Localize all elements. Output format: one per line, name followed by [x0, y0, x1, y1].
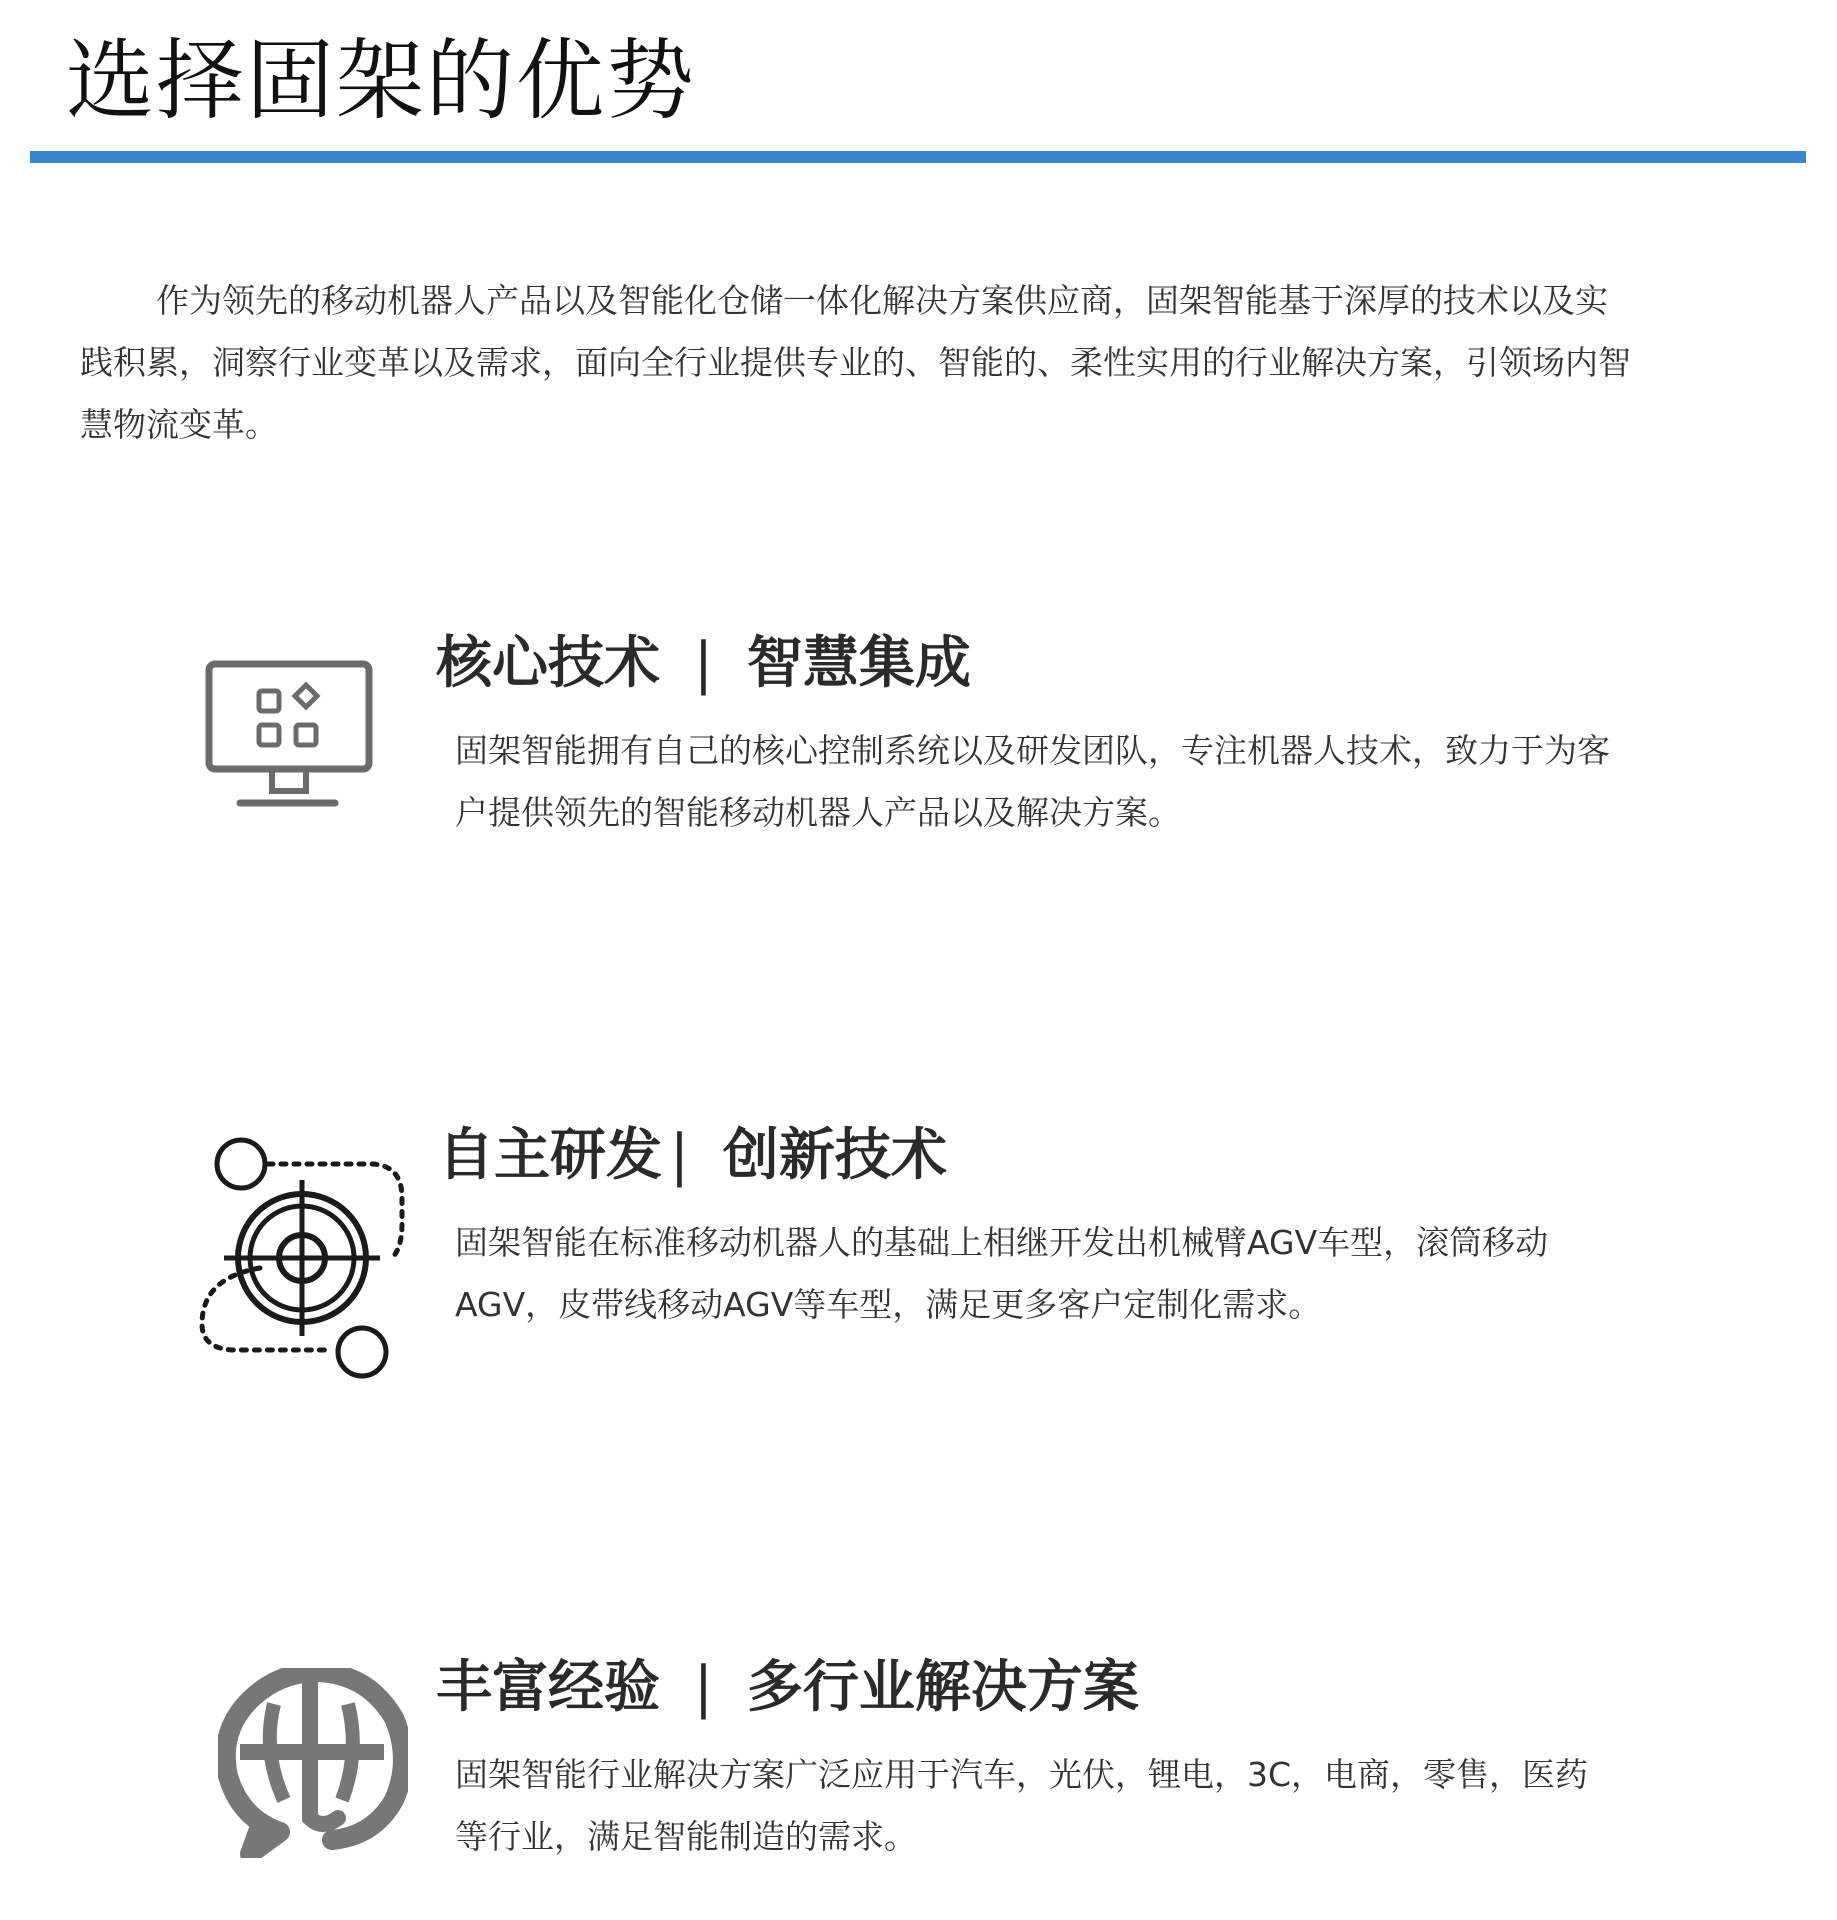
feature-2-title-separator: | [670, 1123, 689, 1188]
feature-1-title [436, 630, 971, 697]
feature-2-title-left: 自主研发 [438, 1123, 662, 1188]
feature-3-description: 固架智能行业解决方案广泛应用于汽车，光伏，锂电，3C，电商，零售，医药等行业，满足智能制造的需求。 [455, 1755, 1589, 1856]
globe-chat-icon [218, 1668, 408, 1858]
feature-1-title-separator: | [694, 631, 713, 696]
monitor-apps-icon [200, 655, 380, 815]
feature-2-description: 固架智能在标准移动机器人的基础上相继开发出机械臂AGV车型，滚筒移动AGV，皮带线移动AGV等车型，满足更多客户定制化需求。 [455, 1223, 1549, 1324]
title-divider [30, 151, 1806, 163]
feature-3-title-separator: | [694, 1655, 713, 1720]
feature-1-title-left: 核心技术 [436, 631, 660, 696]
feature-1-description: 固架智能拥有自己的核心控制系统以及研发团队，专注机器人技术，致力于为客户提供领先的智能移动机器人产品以及解决方案。 [455, 731, 1610, 832]
feature-2-title [438, 1122, 947, 1189]
feature-3-title-right: 多行业解决方案 [746, 1655, 1139, 1720]
target-route-icon [190, 1128, 420, 1388]
feature-2-title-right: 创新技术 [722, 1123, 947, 1188]
feature-3-title [436, 1654, 1139, 1721]
feature-1-title-right: 智慧集成 [746, 631, 971, 696]
feature-3-title-left: 丰富经验 [436, 1655, 660, 1720]
page-title: 选择固架的优势 [66, 29, 697, 132]
intro-paragraph: 作为领先的移动机器人产品以及智能化仓储一体化解决方案供应商，固架智能基于深厚的技术以及实践积累，洞察行业变革以及需求，面向全行业提供专业的、智能的、柔性实用的行业解决方案，引领场内智慧物流变革。 [80, 281, 1631, 444]
